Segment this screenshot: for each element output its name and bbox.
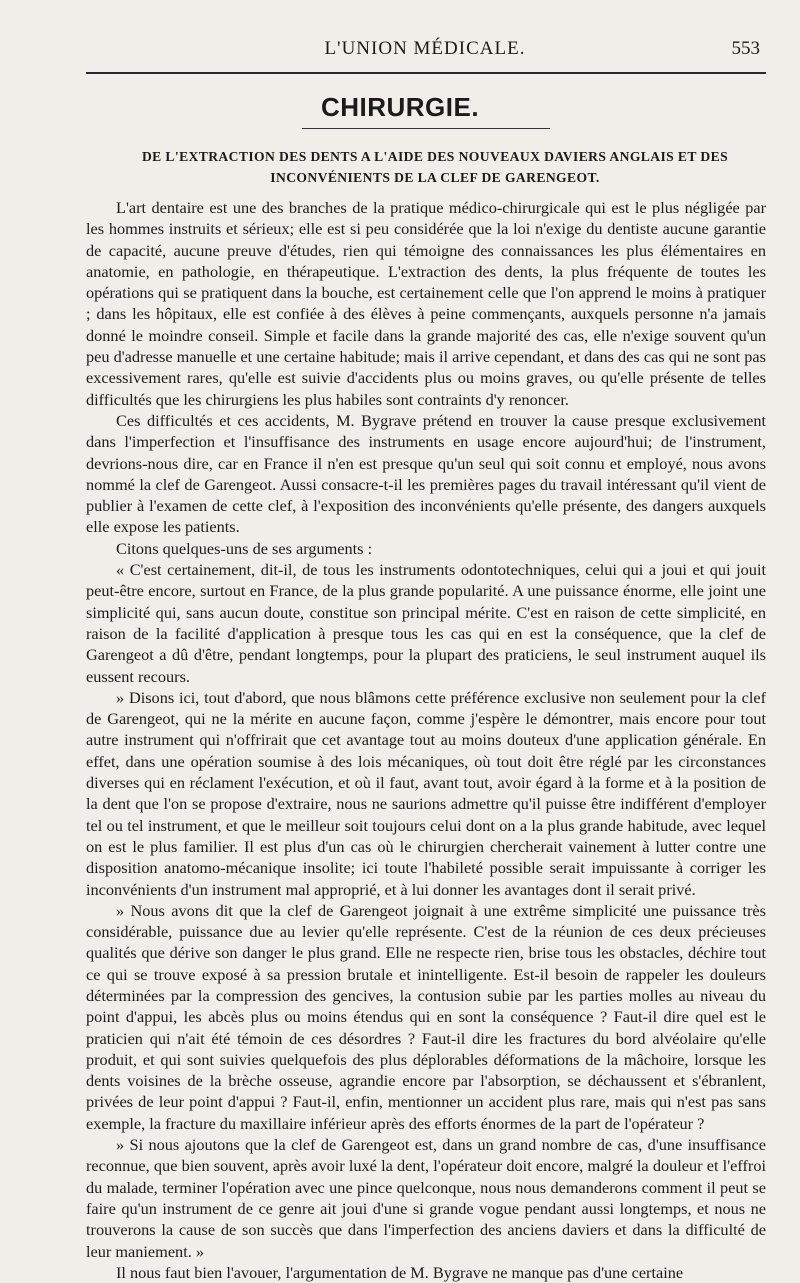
paragraph-1: L'art dentaire est une des branches de la pratique médico-chirurgicale qui est le plus négligée par les hommes instruits et sérieux; elle est si peu considérée que la loi n'exige du dentiste aucune garantie de capacité, aucune preuve d'études, rien qui témoigne des connaissances les plus élémentaires en anatomie, en pathologie, en thérapeutique. L'extraction des dents, la plus fréquente de toutes les opérations qui se pratiquent dans la bouche, est certainement celle que l'on apprend le moins à pratiquer ; dans les hôpitaux, elle est confiée à des élèves à peine commençants, auxquels personne n'a jamais donné le moindre conseil. Simple et facile dans la grande majorité des cas, elle n'exige souvent qu'un peu d'adresse manuelle et une certaine habitude; mais il arrive cependant, et dans des cas qui ne sont pas excessivement rares, qu'elle est suivie d'accidents plus ou moins graves, ou qu'elle présente de telles difficultés que les chirurgiens les plus habiles sont contraints d'y renoncer.: [86, 198, 766, 409]
paragraph-2: Ces difficultés et ces accidents, M. Bygrave prétend en trouver la cause presque exclusivement dans l'imperfection et l'insuffisance des instruments en usage encore aujourd'hui; de l'instrument, devrions-nous dire, car en France il n'en est presque qu'un seul qui soit connu et employé, nous avons nommé la clef de Garengeot. Aussi consacre-t-il les premières pages du travail intéressant qu'il vient de publier à l'examen de cette clef, à l'exposition des inconvénients qu'elle présente, des dangers auxquels elle expose les patients.: [86, 410, 766, 537]
running-title: L'UNION MÉDICALE.: [324, 38, 526, 59]
page-number: 553: [731, 38, 760, 59]
running-head: [88, 34, 762, 70]
header-rule: [86, 72, 766, 74]
paragraph-5: » Disons ici, tout d'abord, que nous blâmons cette préférence exclusive non seulement pour la clef de Garengeot, qui ne la mérite en aucune façon, comme j'espère le démontrer, mais encore pour tout autre instrument qui n'offrirait que cet avantage tout au moins douteux d'une application générale. En effet, dans une opération soumise à des lois mécaniques, où tout doit être réglé par les circonstances diverses qui en réclament l'exécution, et où il faut, avant tout, avoir égard à la forme et à la position de la dent que l'on se propose d'extraire, nous ne saurions admettre qu'il puisse être indifférent d'employer tel ou tel instrument, et que le meilleur soit toujours celui dont on a la plus grande habitude, avec lequel on est le plus familier. Il est plus d'un cas où le chirurgien chercherait vainement à lutter contre une disposition anatomo-mécanique insolite; ici toute l'habileté possible serait impuissante à corriger les inconvénients d'un instrument mal approprié, et à lui donner les avantages dont il serait privé.: [86, 687, 766, 899]
section-title: CHIRURGIE.: [320, 92, 480, 122]
article-body: [86, 197, 766, 1283]
paragraph-7: » Si nous ajoutons que la clef de Garengeot est, dans un grand nombre de cas, d'une insuffisance reconnue, que bien souvent, après avoir luxé la dent, l'opérateur doit encore, malgré la douleur et l'effroi du malade, terminer l'opération avec une pince quelconque, nous nous demanderons comment il peut se faire qu'un instrument de ce genre ait joui d'une si grande vogue pendant aussi longtemps, et nous ne trouverons la cause de son succès que dans l'imperfection des anciens daviers et dans la difficulté de leur maniement. »: [86, 1135, 766, 1261]
section-rule: [302, 128, 550, 129]
paragraph-4: « C'est certainement, dit-il, de tous les instruments odontotechniques, celui qui a joui et qui jouit peut-être encore, surtout en France, de la plus grande popularité. A une puissance énorme, elle joint une simplicité qui, sans aucun doute, constitue son principal mérite. C'est en raison de cette simplicité, en raison de la facilité d'application à presque tous les cas qui en est la conséquence, que la clef de Garengeot a dû d'être, pendant longtemps, pour la plupart des praticiens, le seul instrument auquel ils eussent recours.: [86, 560, 766, 686]
paragraph-6: » Nous avons dit que la clef de Garengeot joignait à une extrême simplicité une puissance très considérable, puissance due au levier qu'elle représente. C'est de la réunion de ces deux précieuses qualités que dérive son danger le plus grand. Elle ne respecte rien, brise tous les obstacles, déchire tout ce qui se trouve exposé à sa pression brutale et inintelligente. Est-il besoin de rappeler les douleurs déterminées par la compression des gencives, la contusion subie par les parties molles au niveau du point d'appui, les abcès plus ou moins étendus qui en sont la conséquence ? Faut-il dire quel est le praticien qui n'ait été témoin de ces désordres ? Faut-il dire les fractures du bord alvéolaire qu'elle produit, et qui sont suivies quelquefois des plus déplorables déformations de la mâchoire, lorsque les dents voisines de la brèche osseuse, agrandie encore par l'absorption, se déchaussent et s'ébranlent, privées de leur point d'appui ? Faut-il, enfin, mentionner un accident plus rare, mais qui n'est pas sans exemple, la fracture du maxillaire inférieur après des efforts énormes de la part de l'opérateur ?: [86, 900, 766, 1133]
paragraph-8: Il nous faut bien l'avouer, l'argumentation de M. Bygrave ne manque pas d'une certaine: [116, 1262, 684, 1282]
article-title: DE L'EXTRACTION DES DENTS A L'AIDE DES NOUVEAUX DAVIERS ANGLAIS ET DES INCONVÉNIENTS DE LA CLEF DE GARENGEOT.: [141, 149, 729, 185]
paragraph-3: Citons quelques-uns de ses arguments :: [116, 538, 373, 558]
